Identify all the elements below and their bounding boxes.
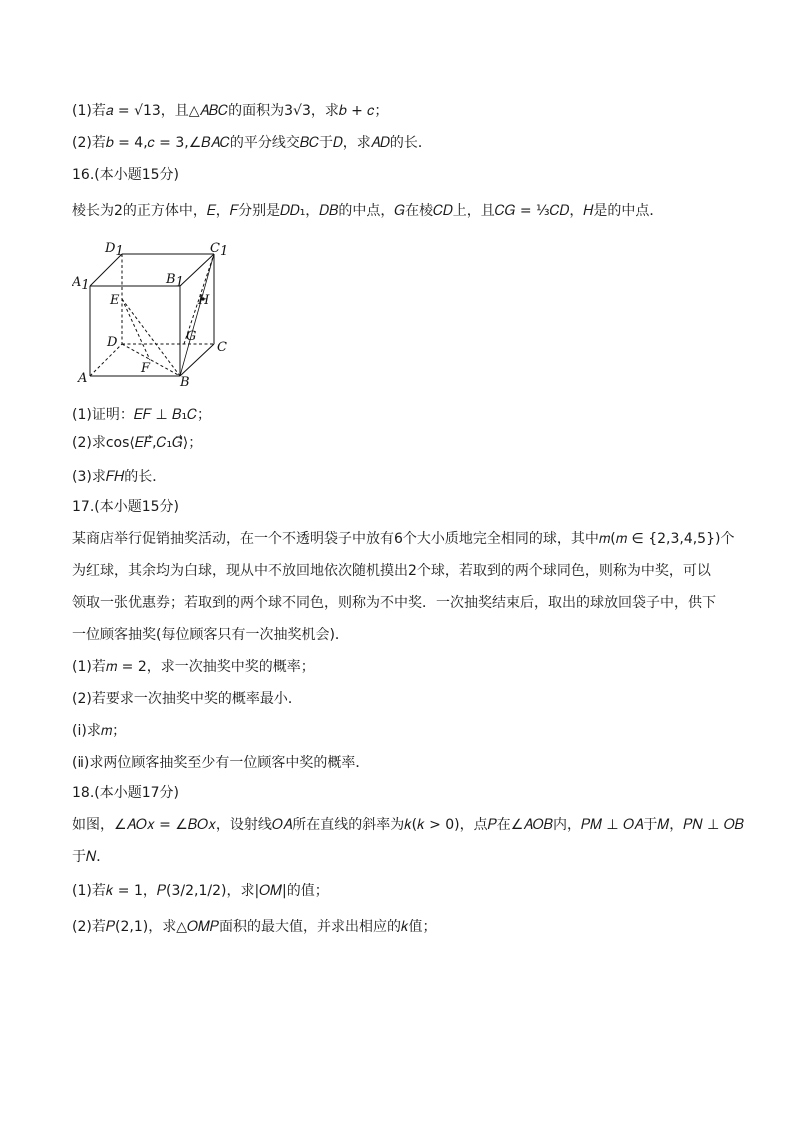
- q16-part1: (1)证明：𝐸𝐹 ⊥ 𝐵₁𝐶；: [72, 407, 212, 423]
- segment-ef: [122, 299, 150, 360]
- q17-part2: (2)若要求一次抽奖中奖的概率最小．: [72, 691, 302, 707]
- q18-part2: (2)若𝑃(2,1)，求△𝑂𝑀𝑃面积的最大值，并求出相应的𝑘值；: [72, 919, 437, 935]
- q17-stem-line2: 为红球，其余均为白球，现从中不放回地依次随机摸出2个球，若取到的两个球同色，则称为中奖，可以: [72, 563, 711, 579]
- q17-stem-line4: 一位顾客抽奖(每位顾客只有一次抽奖机会)．: [72, 627, 349, 643]
- q17-stem-line1: 某商店举行促销抽奖活动，在一个不透明袋子中放有6个大小质地完全相同的球，其中𝑚(𝑚 ∈ {2,3,4,5})个: [72, 531, 735, 547]
- q16-part3: (3)求𝐹𝐻的长．: [72, 469, 167, 485]
- label-h: H: [198, 293, 210, 308]
- edge-b1c-diag: [180, 254, 214, 376]
- q17-part2-i: (ⅰ)求𝑚；: [72, 723, 127, 739]
- label-b1: B1: [166, 272, 184, 290]
- q17-part1: (1)若𝑚 = 2，求一次抽奖中奖的概率；: [72, 659, 315, 675]
- label-c1: C1: [210, 241, 229, 259]
- q16-heading: 16.(本小题15分): [72, 167, 180, 183]
- label-f: F: [141, 361, 151, 376]
- q16-part2: (2)求cos⟨𝐸𝐹⃗,𝐶₁𝐺⃗⟩；: [72, 435, 203, 451]
- q15-part1: (1)若𝑎 = √13，且△𝐴𝐵𝐶的面积为3√3，求𝑏 + 𝑐；: [72, 103, 389, 119]
- label-d: D: [107, 335, 118, 350]
- label-g: G: [186, 329, 197, 344]
- q15-part2: (2)若𝑏 = 4,𝑐 = 3,∠𝐵𝐴𝐶的平分线交𝐵𝐶于𝐷，求𝐴𝐷的长．: [72, 135, 432, 151]
- label-c: C: [217, 340, 227, 355]
- q18-heading: 18.(本小题17分): [72, 785, 180, 801]
- label-b: B: [180, 375, 190, 388]
- edge-bc: [180, 344, 214, 376]
- q17-part2-ii: (ⅱ)求两位顾客抽奖至少有一位顾客中奖的概率．: [72, 755, 370, 771]
- q18-stem-line1: 如图，∠𝐴𝑂𝑥 = ∠𝐵𝑂𝑥，设射线𝑂𝐴所在直线的斜率为𝑘(𝑘 > 0)，点𝑃在∠𝐴𝑂𝐵内，𝑃𝑀 ⊥ 𝑂𝐴于𝑀，𝑃𝑁 ⊥ 𝑂𝐵: [72, 817, 744, 833]
- segment-db: [122, 344, 180, 376]
- label-d1: D1: [105, 241, 124, 259]
- label-a: A: [78, 371, 88, 386]
- q18-stem-line2: 于𝑁．: [72, 849, 111, 865]
- q16-stem: 棱长为2的正方体中，𝐸，𝐹分别是𝐷𝐷₁，𝐷𝐵的中点，𝐺在棱𝐶𝐷上，且𝐶𝐺 = ⅓𝐶𝐷，𝐻是的中点．: [72, 203, 664, 219]
- cube-diagram: [72, 236, 242, 388]
- cube-figure: [72, 236, 242, 388]
- q18-part1: (1)若𝑘 = 1，𝑃(3/2,1/2)，求|𝑂𝑀|的值；: [72, 883, 329, 899]
- segment-eb: [122, 299, 180, 376]
- q17-stem-line3: 领取一张优惠券；若取到的两个球不同色，则称为不中奖．一次抽奖结束后，取出的球放回袋子中，供下: [72, 595, 716, 611]
- label-e: E: [110, 293, 120, 308]
- label-a1: A1: [72, 275, 90, 293]
- q17-heading: 17.(本小题15分): [72, 499, 180, 515]
